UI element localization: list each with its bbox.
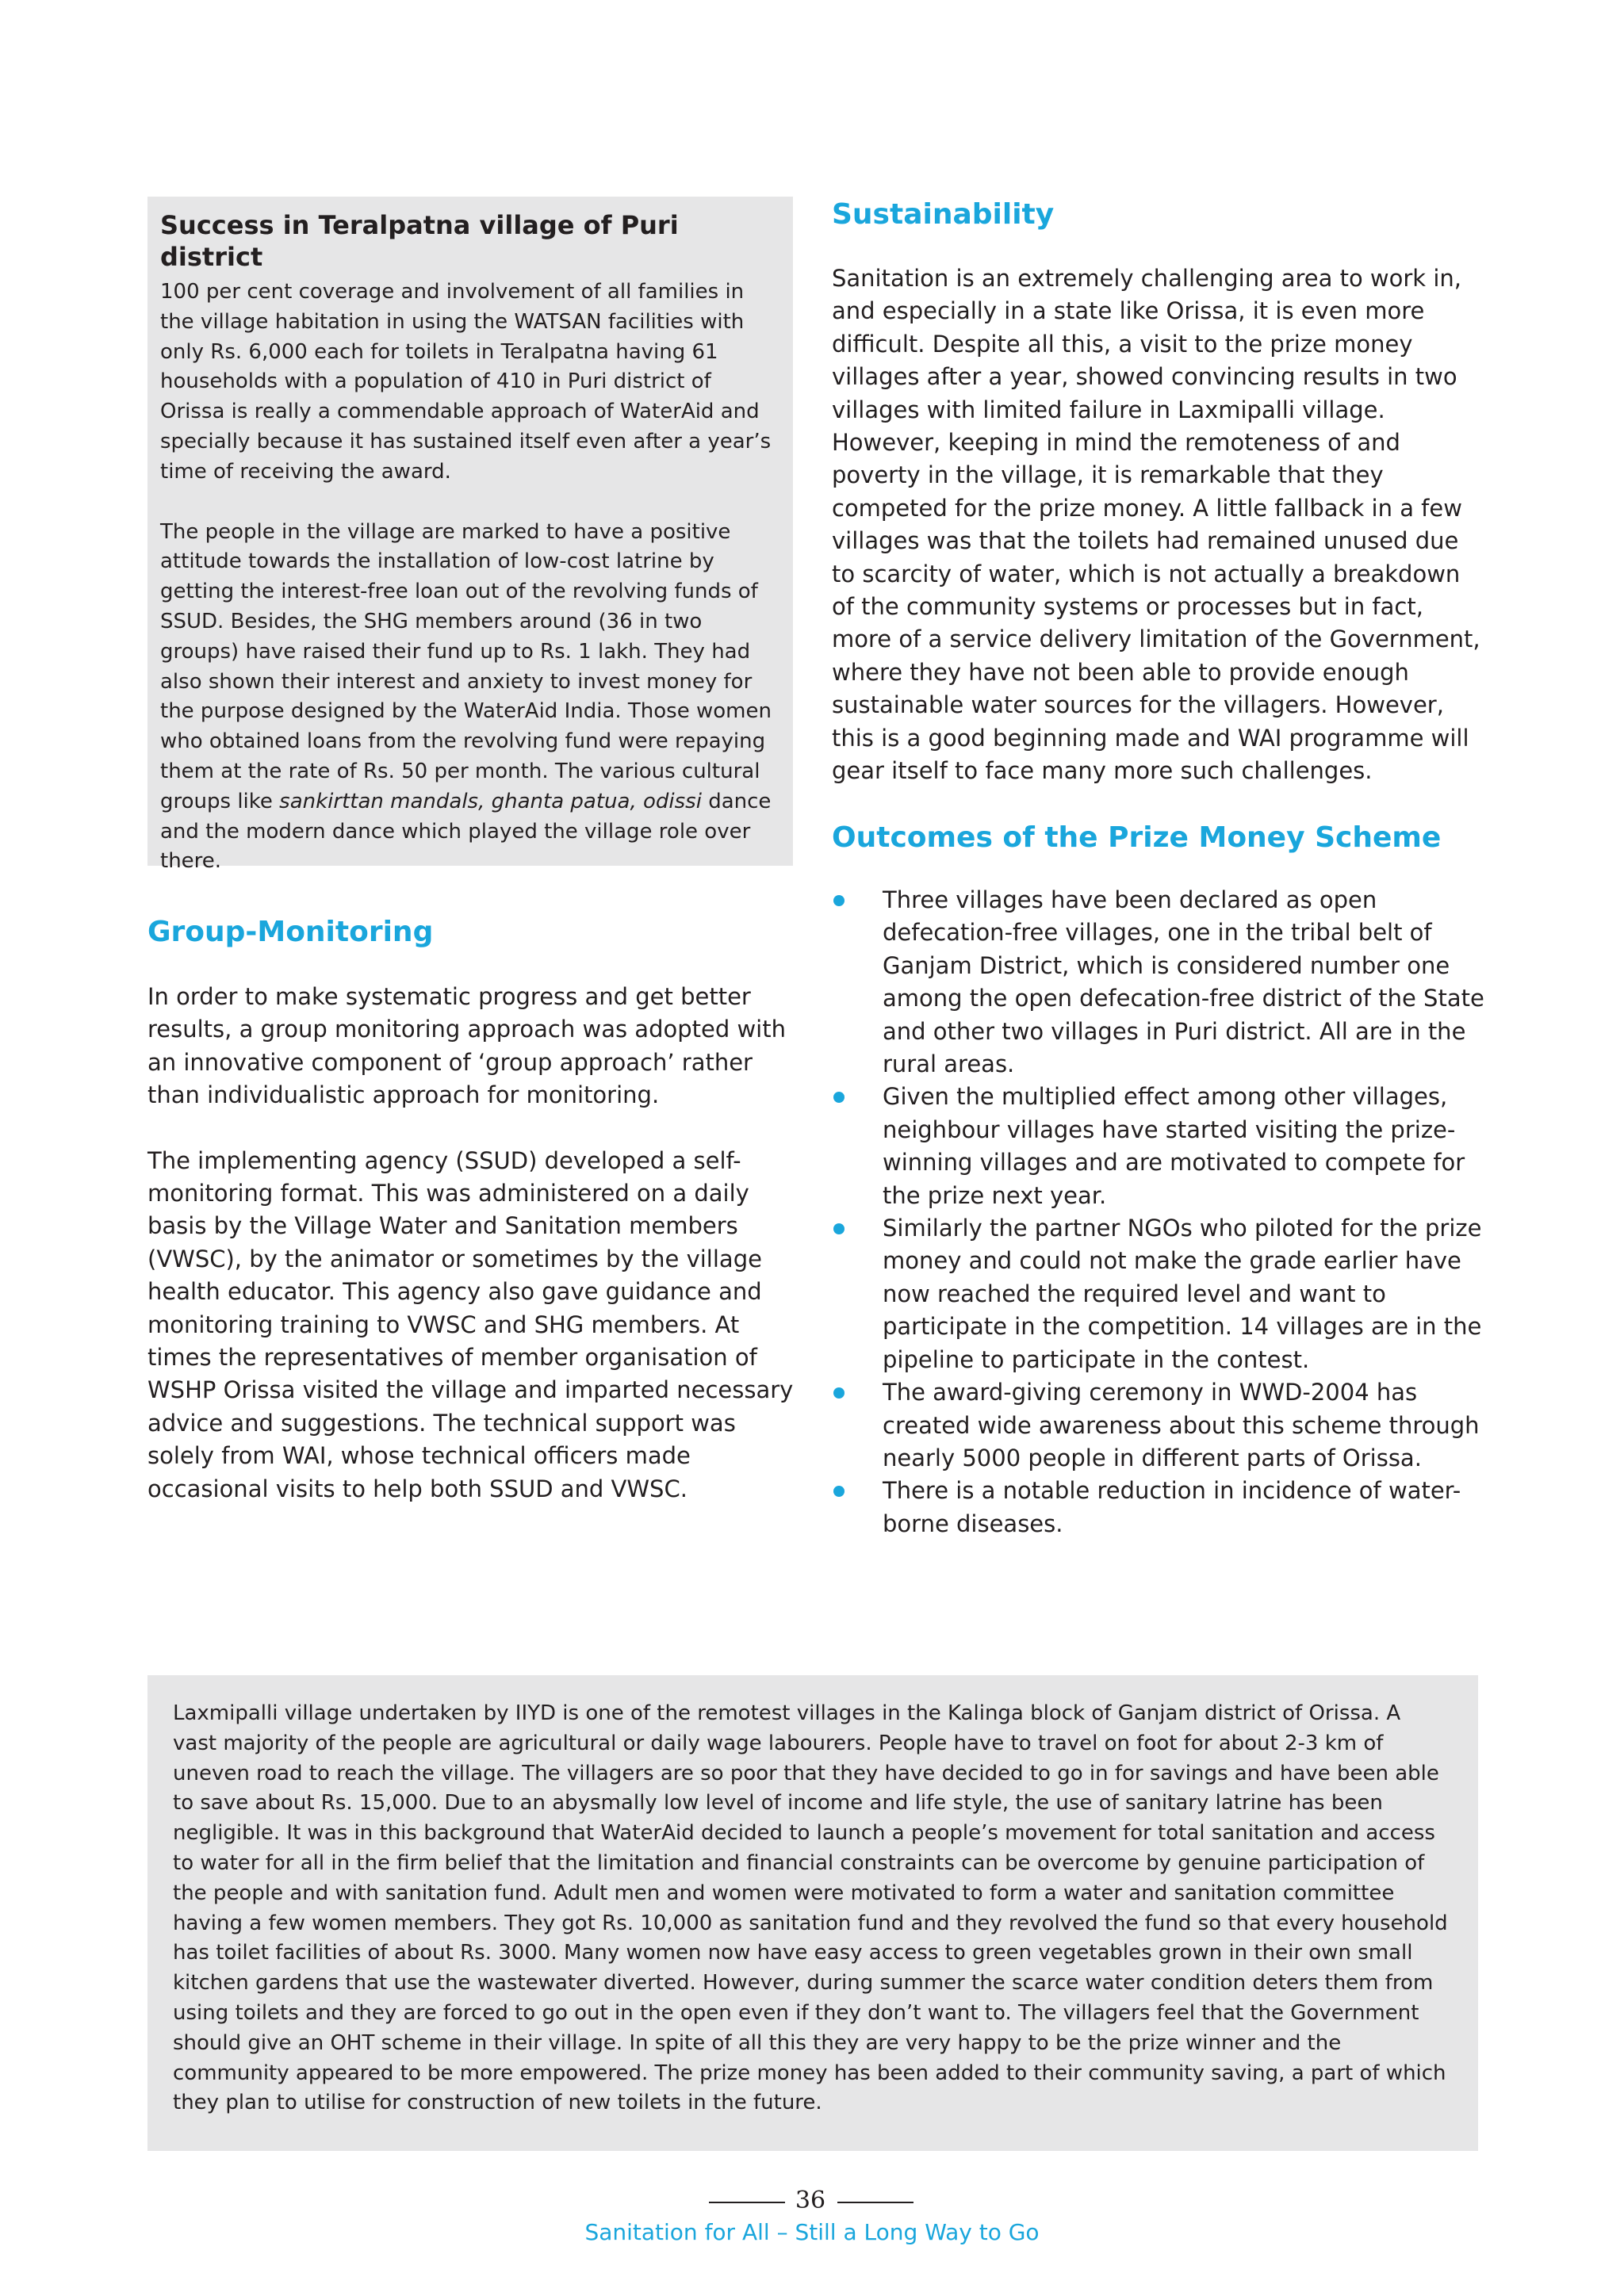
outcomes-list [832, 884, 1487, 1540]
bullet-dot-icon [833, 895, 845, 906]
outcomes-heading: Outcomes of the Prize Money Scheme [832, 821, 1442, 854]
bullet-dot-icon [833, 1223, 845, 1234]
bullet-dot-icon [833, 1486, 845, 1497]
list-item: Three villages have been declared as open defecation-free villages, one in the tribal belt of Ganjam District, which is considered number one among the open defecation-free district of the State and other two villages in Puri district. All are in the rural areas. [832, 884, 1487, 1081]
page-number: 36 [795, 2187, 826, 2214]
list-item: Given the multiplied effect among other villages, neighbour villages have started visiting the prize-winning villages and are motivated to compete for the prize next year. [832, 1081, 1487, 1212]
group-monitoring-paragraph-2: The implementing agency (SSUD) developed a self-monitoring format. This was administered on a daily basis by the Village Water and Sanitation members (VWSC), by the animator or sometimes by the village health educator. This agency also gave guidance and monitoring training to VWSC and SHG members. At times the representatives of member organisation of WSHP Orissa visited the village and imparted necessary advice and suggestions. The technical support was solely from WAI, whose technical officers made occasional visits to help both SSUD and VWSC. [147, 1146, 794, 1502]
cultural-groups-italic: sankirttan mandals, ghanta patua, odissi [279, 789, 702, 813]
sustainability-paragraph: Sanitation is an extremely challenging area to work in, and especially in a state like Orissa, it is even more difficult. Despite all this, a visit to the prize money villages after a year, showed convincing results in two villages with limited failure in Laxmipalli village. However, keeping in mind the remoteness of and poverty in the village, it is remarkable that they competed for the prize money. A little fallback in a few villages was that the toilets had remained unused due to scarcity of water, which is not actually a breakdown of the community systems or processes but in fact, more of a service delivery limitation of the Government, where they have not been able to provide enough sustainable water sources for the villagers. However, this is a good beginning made and WAI programme will gear itself to face many more such challenges. [832, 265, 1480, 785]
group-monitoring-heading: Group-Monitoring [147, 916, 434, 948]
outcomes-section [832, 820, 1487, 1540]
laxmipalli-box [147, 1675, 1478, 2151]
sustainability-section [832, 197, 1487, 788]
laxmipalli-paragraph: Laxmipalli village undertaken by IIYD is one of the remotest villages in the Kalinga block of Ganjam district of Orissa. A vast majority of the people are agricultural or daily wage labourers. People have to travel on foot for about 2-3 km of uneven road to reach the village. The villagers are so poor that they have decided to go in for savings and have been able to save about Rs. 15,000. Due to an abysmally low level of income and life style, the use of sanitary latrine has been negligible. It was in this background that WaterAid decided to launch a people’s movement for total sanitation and access to water for all in the firm belief that the limitation and financial constraints can be overcome by genuine participation of the people and with sanitation fund. Adult men and women were motivated to form a water and sanitation committee having a few women members. They got Rs. 10,000 as sanitation fund and they revolved the fund so that every household has toilet facilities of about Rs. 3000. Many women now have easy access to green vegetables grown in their own small kitchen gardens that use the wastewater diverted. However, during summer the scarce water condition deters them from using toilets and they are forced to go out in the open even if they don’t want to. The villagers feel that the Government should give an OHT scheme in their village. In spite of all this they are very happy to be the prize winner and the community appeared to be more empowered. The prize money has been added to their community saving, a part of which they plan to utilise for construction of new toilets in the future. [173, 1701, 1448, 2115]
list-item: There is a notable reduction in incidence of water-borne diseases. [832, 1475, 1487, 1540]
bullet-dot-icon [833, 1387, 845, 1399]
case-study-box [147, 197, 793, 874]
case-study-paragraph-1: 100 per cent coverage and involvement of all families in the village habitation in using the WATSAN facilities with only Rs. 6,000 each for toilets in Teralpatna having 61 households with a population of 410 in Puri district of Orissa is really a commendable approach of WaterAid and specially because it has sustained itself even after a year’s time of receiving the award. [160, 280, 772, 484]
footer-title: Sanitation for All – Still a Long Way to Go [584, 2219, 1040, 2245]
footer-rule-right [837, 2202, 914, 2203]
bullet-dot-icon [833, 1092, 845, 1103]
sustainability-heading: Sustainability [832, 198, 1055, 231]
case-study-paragraph-2: The people in the village are marked to have a positive attitude towards the installation of low-cost latrine by getting the interest-free loan out of the revolving funds of SSUD. Besides, the SHG members around (36 in two groups) have raised their fund up to Rs. 1 lakh. They had also shown their interest and anxiety to invest money for the purpose designed by the WaterAid India. Those women who obtained loans from the revolving fund were repaying them at the rate of Rs. 50 per month. The various cultural groups like sankirttan mandals, ghanta patua, odissi dance and the modern dance which played the village role over there. [160, 519, 772, 874]
list-item: The award-giving ceremony in WWD-2004 has created wide awareness about this scheme through nearly 5000 people in different parts of Orissa. [832, 1376, 1487, 1475]
footer-rule-left [709, 2202, 785, 2203]
group-monitoring-paragraph-1: In order to make systematic progress and get better results, a group monitoring approach was adopted with an innovative component of ‘group approach’ rather than individualistic approach for monitoring. [147, 983, 786, 1109]
list-item: Similarly the partner NGOs who piloted for the prize money and could not make the grade earlier have now reached the required level and want to participate in the competition. 14 villages are in the pipeline to participate in the contest. [832, 1212, 1487, 1376]
case-study-title: Success in Teralpatna village of Puri district [160, 210, 679, 272]
group-monitoring-section [147, 914, 799, 1506]
